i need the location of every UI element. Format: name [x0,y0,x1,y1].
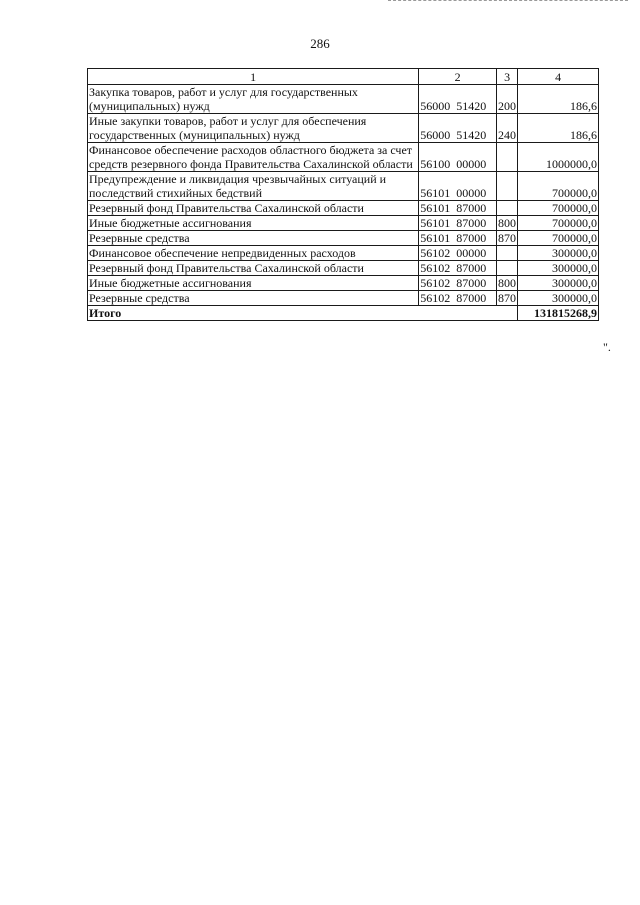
row-sum: 300000,0 [518,246,599,261]
table-row [88,172,599,201]
row-type: 200 [496,85,517,114]
row-name: Иные бюджетные ассигнования [88,216,419,231]
row-code: 56000 51420 [419,114,497,143]
table-row [88,201,599,216]
row-name: Закупка товаров, работ и услуг для государственных (муниципальных) нужд [88,85,419,114]
table-row [88,216,599,231]
row-name: Финансовое обеспечение непредвиденных расходов [88,246,419,261]
table-row [88,231,599,246]
row-sum: 700000,0 [518,231,599,246]
row-sum: 700000,0 [518,201,599,216]
row-type: 800 [497,276,516,290]
row-name: Резервный фонд Правительства Сахалинской области [88,261,419,276]
header-col-4: 4 [518,69,599,85]
row-code: 56102 87000 [419,291,497,306]
row-sum: 300000,0 [518,291,599,306]
table-header-row [88,69,599,85]
row-type [496,246,517,261]
row-type: 800 [497,216,516,230]
row-code: 56100 00000 [419,143,497,172]
row-sum: 186,6 [518,114,599,143]
row-code: 56102 87000 [419,261,497,276]
row-code: 56101 00000 [419,172,497,201]
row-code: 56101 87000 [419,201,497,216]
header-col-3: 3 [496,69,517,85]
row-name: Иные бюджетные ассигнования [88,276,419,291]
row-type: 870 [497,231,516,245]
row-sum: 186,6 [518,85,599,114]
row-name: Предупреждение и ликвидация чрезвычайных ситуаций и последствий стихийных бедствий [88,172,419,201]
row-code: 56102 00000 [419,246,497,261]
header-col-1: 1 [88,69,419,85]
row-name: Резервный фонд Правительства Сахалинской области [88,201,419,216]
row-sum: 300000,0 [518,276,599,291]
row-type [496,201,517,216]
row-type: 870 [497,291,516,305]
row-type: 240 [496,114,517,143]
closing-quote: ". [603,340,611,354]
row-sum: 300000,0 [518,261,599,276]
row-code: 56101 87000 [419,231,497,246]
budget-table [87,68,599,321]
table-row [88,276,599,291]
row-code: 56101 87000 [419,216,497,231]
row-code: 56000 51420 [419,85,497,114]
table-row [88,143,599,172]
header-col-2: 2 [419,69,497,85]
row-name: Резервные средства [88,291,419,306]
table-row [88,246,599,261]
row-sum: 700000,0 [518,216,599,231]
table-row [88,85,599,114]
row-name: Иные закупки товаров, работ и услуг для обеспечения государственных (муниципальных) нужд [88,114,419,143]
row-sum: 700000,0 [518,172,599,201]
total-row [88,306,599,321]
row-name: Финансовое обеспечение расходов областного бюджета за счет средств резервного фонда Правительства Сахалинской области [88,143,419,172]
row-code: 56102 87000 [419,276,497,291]
scan-edge-mark [388,0,628,5]
page-number: 286 [310,36,330,51]
table-row [88,291,599,306]
row-type [496,143,517,172]
total-label: Итого [88,306,518,321]
row-type [496,261,517,276]
row-type [496,172,517,201]
total-sum: 131815268,9 [518,306,599,321]
table-row [88,114,599,143]
row-name: Резервные средства [88,231,419,246]
row-sum: 1000000,0 [518,143,599,172]
table-row [88,261,599,276]
